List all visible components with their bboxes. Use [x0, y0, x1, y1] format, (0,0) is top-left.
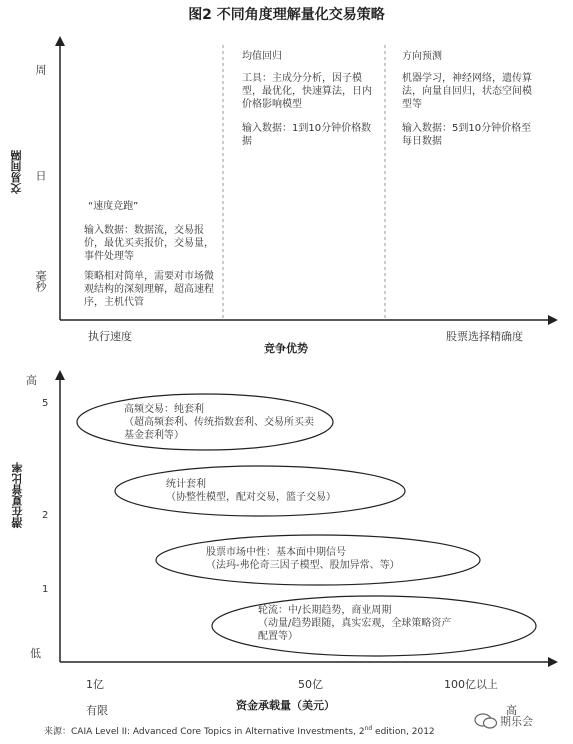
- ellipse-hft-line2: （超高频套利、传统指数套利、交易所买卖: [124, 417, 314, 428]
- bottom-y-tick-2: 2: [42, 510, 49, 521]
- top-x-left-label: 执行速度: [88, 330, 132, 343]
- col1-p2: 策略相对简单，需要对市场微观结构的深刻理解，超高速程序，主机代管: [84, 271, 214, 308]
- col2-heading: 均值回归: [242, 51, 282, 62]
- ellipse-market-neutral-text: [206, 546, 446, 572]
- bottom-x-left-label: 有限: [86, 704, 108, 717]
- ellipse-stat-arb-line2: （协整性模型，配对交易，篮子交易）: [166, 492, 336, 503]
- bottom-y-top-label: 高: [26, 374, 37, 387]
- ellipse-rotation-line2: （动量/趋势跟随，真实宏观，全球策略资产: [258, 618, 452, 629]
- ellipse-rotation-text: [258, 604, 488, 643]
- ellipse-rotation-line1: 轮流：中/长期趋势，商业周期: [258, 605, 392, 616]
- col2-p1: 工具：主成分分析，因子模型，最优化，快速算法，日内价格影响模型: [242, 73, 372, 110]
- ellipse-stat-arb-line1: 统计套利: [166, 479, 206, 490]
- bottom-y-bottom-label: 低: [30, 647, 41, 660]
- col1-p1: 输入数据：数据流，交易报价，最优买卖报价，交易量，事件处理等: [84, 225, 214, 262]
- ellipse-market-neutral-line2: （法玛-弗伦奇三因子模型、股加异常、等）: [206, 560, 400, 571]
- bottom-y-arrow: [55, 370, 65, 380]
- ellipse-rotation-line3: 配置等）: [258, 631, 298, 642]
- bottom-x-arrow: [548, 657, 558, 667]
- top-x-right-label: 股票选择精确度: [446, 330, 523, 343]
- top-y-arrow: [55, 36, 65, 46]
- bottom-y-tick-1: 1: [42, 584, 49, 595]
- bottom-x-axis-title: 资金承载量（美元）: [236, 699, 335, 712]
- ellipse-stat-arb-text: [166, 478, 386, 504]
- brand-name: 期乐会: [500, 715, 533, 728]
- col1-heading: “速度竞跑”: [88, 201, 139, 212]
- top-y-axis-title: 交易间隔: [10, 150, 23, 194]
- bottom-x-right-label: 高: [506, 704, 517, 717]
- ellipse-hft-line3: 基金套利等）: [124, 430, 184, 441]
- top-y-tick-day: 日: [34, 170, 47, 181]
- wechat-icon: [474, 712, 498, 730]
- source-suffix: edition, 2012: [372, 727, 435, 737]
- top-y-tick-ms: 毫秒: [34, 270, 47, 292]
- top-x-arrow: [548, 315, 558, 325]
- bottom-x-tick-5b: 50亿: [298, 678, 323, 691]
- source-prefix: 来源：CAIA Level II: Advanced Core Topics in Alternative Investments, 2: [44, 727, 365, 737]
- col2-p2: 输入数据：1到10分钟价格数据: [242, 123, 372, 147]
- bottom-x-tick-10b: 100亿以上: [444, 678, 498, 691]
- bottom-x-tick-100m: 1亿: [86, 678, 104, 691]
- bottom-y-tick-5: 5: [42, 398, 49, 409]
- top-y-tick-week: 周: [34, 64, 47, 75]
- col3-p2: 输入数据：5到10分钟价格至每日数据: [402, 123, 532, 147]
- bottom-y-axis-title: 潜在夏普比率: [11, 462, 24, 528]
- ellipse-hft-line1: 高频交易：纯套利: [124, 404, 204, 415]
- source-sup: nd: [364, 725, 373, 732]
- ellipse-market-neutral-line1: 股票市场中性：基本面中期信号: [206, 547, 346, 558]
- col3-p1: 机器学习，神经网络，遗传算法，向量自回归，状态空间模型等: [402, 73, 532, 110]
- top-x-axis-title: 竞争优势: [264, 342, 308, 355]
- ellipse-hft-text: [124, 403, 334, 442]
- source-note: [44, 724, 435, 737]
- col3-heading: 方向预测: [402, 51, 442, 62]
- figure-title: 图2 不同角度理解量化交易策略: [188, 7, 385, 23]
